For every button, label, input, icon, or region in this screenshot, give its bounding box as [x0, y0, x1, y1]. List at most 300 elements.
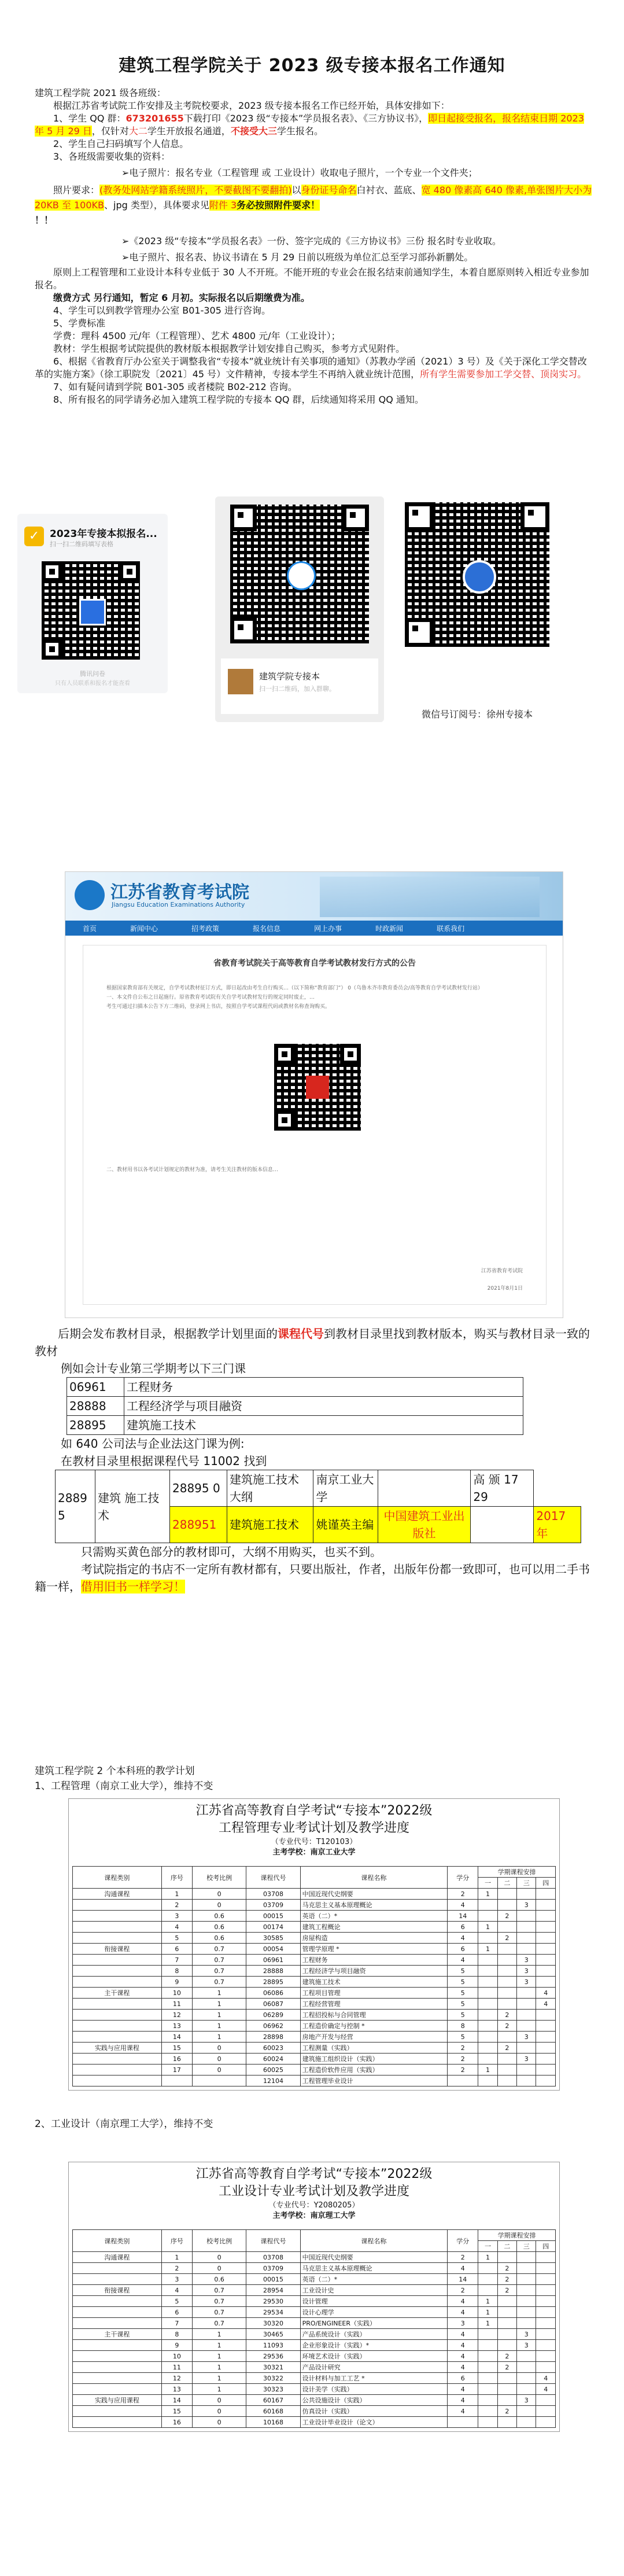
table-row: 288951 建筑施工技术 姚谨英主编 中国建筑工业出版社 2017 年 — [56, 1507, 581, 1543]
table-cell: 13 — [161, 2384, 192, 2395]
table-cell — [536, 1977, 556, 1988]
table-cell: 1 — [192, 2010, 246, 2021]
table-cell — [73, 2351, 162, 2362]
table-cell — [73, 2054, 162, 2065]
table-cell: 30323 — [246, 2384, 300, 2395]
exam-website-screenshot — [65, 871, 563, 1318]
table-cell: 3 — [517, 2395, 536, 2406]
table-cell: 设计材料与加工工艺 * — [300, 2373, 448, 2384]
table-cell — [536, 2010, 556, 2021]
table-cell — [73, 2318, 162, 2329]
textbook-section — [35, 1325, 596, 1595]
table-cell: 2 — [497, 2406, 516, 2417]
plans-intro: 建筑工程学院 2 个本科班的教学计划 1、工程管理（南京工业大学），维持不变 — [35, 1764, 213, 1794]
table-cell: 2 — [497, 2263, 516, 2274]
table-cell: 4 — [536, 2373, 556, 2384]
plan1-table — [72, 1866, 556, 2086]
table-cell: 房屋构造 — [300, 1933, 448, 1944]
table-cell: 1 — [192, 2373, 246, 2384]
table-cell: 4 — [448, 1955, 478, 1966]
table-cell: 2 — [448, 2252, 478, 2263]
table-cell: 5 — [448, 1977, 478, 1988]
item-6: 6、根据《省教育厅办公室关于调整我省“专接本”就业统计有关事项的通知》（苏教办学函（2021）3 号）及《关于深化工学交替改革的实施方案》（徐工职院发〔2021〕45 号）文件精神，专接本学生不再纳入就业统计范围，所有学生需要参加工学交替、顶岗实习。 — [35, 356, 587, 380]
table-cell: 2 — [497, 2274, 516, 2285]
table-cell — [536, 1933, 556, 1944]
plan1-title: 1、工程管理（南京工业大学），维持不变 — [35, 1780, 213, 1792]
table-cell: 03709 — [246, 1900, 300, 1911]
table-cell: 公共设施设计（实践） — [300, 2395, 448, 2406]
table-cell — [517, 2285, 536, 2296]
announcement-date: 2021年8月1日 — [487, 1286, 523, 1291]
tuition: 学费：理科 4500 元/年（工程管理）、艺术 4800 元/年（工业设计）； — [53, 330, 341, 341]
qq-group-card[interactable] — [215, 496, 384, 722]
table-cell: 8 — [161, 1966, 192, 1977]
table-cell: 环境艺术设计（实践） — [300, 2351, 448, 2362]
table-cell: 6 — [161, 1944, 192, 1955]
table-cell: 马克思主义基本原理概论 — [300, 2263, 448, 2274]
table-cell: 设计管理 — [300, 2296, 448, 2307]
group-subtitle: 扫一扫二维码，加入群聊。 — [259, 685, 335, 693]
table-cell — [517, 2043, 536, 2054]
table-cell: 00174 — [246, 1922, 300, 1933]
table-row — [73, 2296, 556, 2307]
course-code: 28888 — [67, 1397, 124, 1416]
table-cell: 14 — [161, 2032, 192, 2043]
table-cell: 0 — [192, 2417, 246, 2428]
table-cell: 1 — [478, 2296, 497, 2307]
table-cell: 1 — [161, 1889, 192, 1900]
intro: 根据江苏省考试院工作安排及主考院校要求，2023 级专接本报名工作已经开始，具体安排如下： — [53, 100, 450, 111]
textbook-explain: 如 640 公司法与企业法这门课为例: — [61, 1437, 245, 1451]
table-cell — [517, 2075, 536, 2086]
announcement-para: 二、教材用书以各考试计划规定的教材为准，请考生关注教材的版本信息… — [106, 1167, 279, 1173]
form-footer-note: 只有人员联系和报名才能查看 — [55, 680, 130, 687]
table-row — [73, 2065, 556, 2075]
table-cell: 1 — [478, 2307, 497, 2318]
announcement-para: 根据国家教育部有关规定，自学考试教材征订方式，即日起改由考生自行购买…（以下简称“教育部门”） 0（乌鲁木齐市教育委员会/高等教育自学考试教材发行站） — [106, 985, 483, 991]
table-cell: 1 — [478, 1944, 497, 1955]
course-name: 工程经济学与项目融资 — [124, 1397, 523, 1416]
table-cell: 03709 — [246, 2263, 300, 2274]
app-logo-icon — [79, 599, 106, 625]
table-cell — [73, 1922, 162, 1933]
table-row — [73, 2406, 556, 2417]
table-cell: 工程财务 — [300, 1955, 448, 1966]
table-row — [73, 1933, 556, 1944]
table-cell — [536, 2252, 556, 2263]
table-cell — [536, 1900, 556, 1911]
table-cell — [478, 1988, 497, 1999]
table-cell: 8 — [161, 2329, 192, 2340]
table-cell: 2 — [161, 2263, 192, 2274]
table-cell — [478, 2043, 497, 2054]
table-cell — [497, 2075, 516, 2086]
table-cell: 4 — [448, 2406, 478, 2417]
sub-photo: ➢电子照片：报名专业（工程管理 或 工业设计）收取电子照片，一个专业一个文件夹； — [121, 167, 478, 178]
catalog-table — [55, 1470, 581, 1543]
table-cell — [73, 2362, 162, 2373]
table-cell — [517, 1922, 536, 1933]
table-cell: 2 — [448, 2043, 478, 2054]
site-nav-item[interactable]: 首页 — [83, 925, 97, 933]
table-cell: 2 — [497, 2010, 516, 2021]
table-cell: 03708 — [246, 2252, 300, 2263]
table-cell — [497, 2065, 516, 2075]
site-nav-item[interactable]: 新闻中心 — [130, 925, 158, 933]
table-row — [73, 2263, 556, 2274]
table-cell — [517, 1999, 536, 2010]
table-cell: 0 — [192, 1889, 246, 1900]
table-cell: 0.6 — [192, 2274, 246, 2285]
qq-group-qr-code — [230, 505, 369, 643]
table-cell: 1 — [478, 1922, 497, 1933]
table-cell — [73, 1999, 162, 2010]
table-cell: 16 — [161, 2417, 192, 2428]
table-cell — [497, 1988, 516, 1999]
table-cell: 1 — [192, 2021, 246, 2032]
table-cell: 企业形象设计（实践）* — [300, 2340, 448, 2351]
site-nav-item[interactable]: 联系我们 — [437, 925, 465, 933]
table-cell: 6 — [448, 1944, 478, 1955]
table-row — [73, 1999, 556, 2010]
table-cell: 00015 — [246, 1911, 300, 1922]
table-cell: 实践与应用课程 — [73, 2395, 162, 2406]
table-cell — [73, 2307, 162, 2318]
table-cell — [517, 2351, 536, 2362]
table-cell: 1 — [478, 1889, 497, 1900]
column-header: 课程名称 — [300, 1867, 448, 1889]
wechat-qr-code[interactable] — [405, 502, 549, 653]
table-row — [73, 2032, 556, 2043]
table-row — [73, 2318, 556, 2329]
table-cell — [517, 1889, 536, 1900]
textbook-explain: 在教材目录里根据课程代号 11002 找到 — [61, 1454, 267, 1468]
table-cell — [536, 2296, 556, 2307]
table-cell — [73, 1966, 162, 1977]
table-cell: 0.7 — [192, 2318, 246, 2329]
table-cell: 16 — [161, 2054, 192, 2065]
course-table — [67, 1377, 523, 1435]
column-header: 校考比例 — [192, 1867, 246, 1889]
table-cell — [497, 1889, 516, 1900]
table-cell: 工程项目管理 — [300, 1988, 448, 1999]
announcement-title: 省教育考试院关于高等教育自学考试教材发行方式的公告 — [213, 959, 416, 968]
table-cell — [497, 2340, 516, 2351]
table-cell: 0 — [192, 2054, 246, 2065]
table-cell: 建筑施工技术 — [300, 1977, 448, 1988]
table-cell: 0.7 — [192, 2285, 246, 2296]
table-cell: 1 — [478, 2065, 497, 2075]
table-cell — [478, 2373, 497, 2384]
table-cell: 建筑工程概论 — [300, 1922, 448, 1933]
checkmark-icon: ✓ — [24, 527, 44, 546]
table-cell: 2 — [497, 2285, 516, 2296]
table-cell — [478, 2021, 497, 2032]
table-cell — [73, 2296, 162, 2307]
table-row — [67, 1416, 523, 1435]
table-cell: 5 — [448, 1999, 478, 2010]
table-cell — [497, 2384, 516, 2395]
table-cell — [536, 2075, 556, 2086]
table-row — [73, 1977, 556, 1988]
table-cell: 3 — [517, 2329, 536, 2340]
site-nav-item[interactable]: 报名信息 — [253, 925, 281, 933]
table-cell: 3 — [517, 1955, 536, 1966]
class-note: 原则上工程管理和工业设计本科专业低于 30 人不开班。不能开班的专业会在报名结束前通知学生，本着自愿原则转入相近专业参加报名。 — [35, 267, 589, 290]
table-cell — [517, 1944, 536, 1955]
table-row — [67, 1378, 523, 1397]
table-cell — [73, 1955, 162, 1966]
table-cell: 06961 — [246, 1955, 300, 1966]
table-cell: 0.7 — [192, 2307, 246, 2318]
table-cell: 0.6 — [192, 1922, 246, 1933]
table-cell: 11 — [161, 2362, 192, 2373]
table-row — [73, 1911, 556, 1922]
table-cell: 1 — [192, 1999, 246, 2010]
site-nav-item[interactable]: 招考政策 — [191, 925, 220, 933]
table-cell — [536, 1966, 556, 1977]
table-cell: 1 — [192, 2362, 246, 2373]
table-cell: 9 — [161, 1977, 192, 1988]
table-cell: 30322 — [246, 2373, 300, 2384]
table-cell — [536, 1944, 556, 1955]
sub-forms: ➢《2023 级“专接本”学员报名表》一份、签字完成的《三方协议书》三份 报名时专业收取。 — [121, 235, 501, 246]
table-cell — [478, 2274, 497, 2285]
table-cell: 30585 — [246, 1933, 300, 1944]
table-cell: 4 — [448, 2296, 478, 2307]
column-header: 学分 — [448, 2230, 478, 2252]
table-cell — [497, 1977, 516, 1988]
table-cell: 4 — [161, 1922, 192, 1933]
table-cell — [73, 2384, 162, 2395]
table-cell: 1 — [478, 2318, 497, 2329]
table-cell: 0.7 — [192, 1955, 246, 1966]
table-cell: 3 — [448, 2318, 478, 2329]
table-cell: 0 — [192, 2406, 246, 2417]
table-cell — [478, 2351, 497, 2362]
plan1-table-image: 江苏省高等教育自学考试“专接本”2022级 工程管理专业考试计划及教学进度 （专业代号：T120103） 主考学校：南京工业大学 课程类别 序号 校考比例 课程代号 课程名称 学分 学期课程安排 一 二 三 四 沟通课程 1 0 03708 中国近现代史纲要 2 1 2 0 03709 马克思主义基本原理概论 4 3 3 0.6 00015 英语（二）* 14 2 4 0.6 00174 建筑工程概论 6 1 5 0.6 30585 房屋构造 4 2 衔接课程 6 0.7 00054 管理学原理 * 6 1 7 0.7 06961 工程财务 4 3 8 0.7 28888 工程经济学与项目融资 5 3 9 0.7 28895 建筑施工技术 5 3 主干课程 10 1 06086 工程项目管理 5 4 11 1 06087 工程经营管理 5 4 12 1 06289 工程招投标与合同管理 5 2 13 1 06962 工程造价确定与控制 * 8 2 14 1 28898 房地产开发与经营 5 3 实践与应用课程 15 0 60023 工程测量（实践） 2 2 16 0 60024 建筑施工组织设计（实践） 2 3 17 0 60025 工程造价软件应用（实践） 2 1 12104 工程管理毕业设计 — [68, 1798, 560, 2091]
table-cell — [478, 1933, 497, 1944]
table-cell: 7 — [161, 2318, 192, 2329]
announcement — [83, 945, 547, 1305]
table-cell — [517, 2065, 536, 2075]
table-cell: 13 — [161, 2021, 192, 2032]
table-cell: 2 — [497, 2362, 516, 2373]
table-cell: 建筑施工组织设计（实践） — [300, 2054, 448, 2065]
table-cell: 11093 — [246, 2340, 300, 2351]
table-cell — [536, 2417, 556, 2428]
table-row — [73, 2285, 556, 2296]
table-cell — [517, 2010, 536, 2021]
table-cell — [478, 2406, 497, 2417]
table-row — [73, 2252, 556, 2263]
table-row — [73, 2417, 556, 2428]
table-cell — [536, 1889, 556, 1900]
table-cell: 12104 — [246, 2075, 300, 2086]
table-cell: 06289 — [246, 2010, 300, 2021]
table-cell: 1 — [478, 2252, 497, 2263]
term-header: 二 — [497, 2241, 516, 2252]
table-cell — [497, 2032, 516, 2043]
form-qr-code — [42, 561, 140, 660]
table-cell: 0.7 — [192, 1977, 246, 1988]
table-row — [73, 2362, 556, 2373]
column-header: 序号 — [161, 1867, 192, 1889]
table-cell: 4 — [448, 2362, 478, 2373]
table-cell — [536, 2054, 556, 2065]
table-cell: 17 — [161, 2065, 192, 2075]
table-cell: 管理学原理 * — [300, 1944, 448, 1955]
column-header: 课程名称 — [300, 2230, 448, 2252]
table-cell: 4 — [448, 2384, 478, 2395]
table-cell — [448, 2417, 478, 2428]
site-nav-item[interactable]: 时政新闻 — [375, 925, 404, 933]
table-row — [73, 2274, 556, 2285]
term-header: 一 — [478, 2241, 497, 2252]
table-row — [73, 2043, 556, 2054]
table-cell — [478, 2010, 497, 2021]
column-header: 课程代号 — [246, 2230, 300, 2252]
table-cell — [73, 2065, 162, 2075]
graduation-cap-icon — [463, 560, 496, 594]
table-cell: 29534 — [246, 2307, 300, 2318]
announcement-para: 一、本文件自公布之日起施行。原省教育考试院有关自学考试教材发行的规定同时废止，… — [106, 995, 315, 1000]
table-row — [73, 2384, 556, 2395]
table-cell: 0 — [192, 2395, 246, 2406]
column-header: 校考比例 — [192, 2230, 246, 2252]
table-cell — [517, 2362, 536, 2373]
table-cell: 3 — [517, 2054, 536, 2065]
table-cell: 5 — [161, 1933, 192, 1944]
table-cell — [536, 1955, 556, 1966]
table-cell: 28888 — [246, 1966, 300, 1977]
column-header: 序号 — [161, 2230, 192, 2252]
table-cell: 3 — [161, 2274, 192, 2285]
table-cell — [517, 2384, 536, 2395]
table-cell: 2 — [497, 2043, 516, 2054]
table-cell: 03708 — [246, 1889, 300, 1900]
table-cell — [497, 2296, 516, 2307]
table-cell — [536, 2285, 556, 2296]
plan2-table — [72, 2229, 556, 2428]
table-row — [73, 2373, 556, 2384]
table-cell: 0.7 — [192, 2296, 246, 2307]
table-cell — [517, 1933, 536, 1944]
table-cell: 00054 — [246, 1944, 300, 1955]
table-cell: 1 — [192, 2351, 246, 2362]
table-cell: 4 — [448, 1900, 478, 1911]
table-cell — [497, 1999, 516, 2010]
table-cell: 衔接课程 — [73, 2285, 162, 2296]
table-cell: 12 — [161, 2010, 192, 2021]
table-cell — [478, 2054, 497, 2065]
column-header: 学期课程安排 — [478, 2230, 556, 2241]
textbook-example: 例如会计专业第三学期考以下三门课 — [61, 1361, 246, 1375]
table-cell: 60025 — [246, 2065, 300, 2075]
form-title: 2023年专接本拟报名... — [50, 528, 157, 540]
table-cell: 6 — [161, 2307, 192, 2318]
term-header: 四 — [536, 2241, 556, 2252]
textbook-note: 考试院指定的书店不一定所有教材都有，只要出版社，作者，出版年份都一致即可，也可以用二手书籍一样，借用旧书一样学习！ — [35, 1562, 590, 1594]
table-cell: 2 — [497, 1911, 516, 1922]
term-header: 四 — [536, 1878, 556, 1889]
form-footer: 腾讯问卷 — [80, 670, 105, 678]
table-cell: 英语（二）* — [300, 1911, 448, 1922]
table-cell — [536, 1911, 556, 1922]
table-cell: 60023 — [246, 2043, 300, 2054]
item-2: 2、学生自己扫码填写个人信息。 — [53, 138, 189, 149]
group-avatar — [228, 669, 253, 694]
table-cell: 2 — [448, 2285, 478, 2296]
site-nav-item[interactable]: 网上办事 — [314, 925, 342, 933]
table-cell: 11 — [161, 1999, 192, 2010]
bookstore-logo-icon — [306, 1076, 329, 1099]
table-cell: 2 — [497, 2021, 516, 2032]
table-row — [73, 1988, 556, 1999]
table-cell: 10 — [161, 1988, 192, 1999]
page-title: 建筑工程学院关于 2023 级专接本报名工作通知 — [119, 56, 505, 76]
table-cell: 0 — [192, 2043, 246, 2054]
table-cell: 6 — [448, 2373, 478, 2384]
form-subtitle: 扫一扫二维码填写表格 — [50, 540, 113, 548]
table-cell — [478, 2032, 497, 2043]
term-header: 三 — [517, 1878, 536, 1889]
column-header: 学期课程安排 — [478, 1867, 556, 1878]
table-cell — [73, 2263, 162, 2274]
table-cell — [478, 2329, 497, 2340]
table-cell: 8 — [448, 2021, 478, 2032]
form-qr-card[interactable] — [17, 514, 168, 693]
table-cell: 0 — [192, 1900, 246, 1911]
column-header: 学分 — [448, 1867, 478, 1889]
table-cell: 4 — [536, 1988, 556, 1999]
course-code: 28895 — [67, 1416, 124, 1435]
table-cell — [73, 1900, 162, 1911]
table-cell: 60024 — [246, 2054, 300, 2065]
table-cell: 5 — [448, 1988, 478, 1999]
table-cell: 马克思主义基本原理概论 — [300, 1900, 448, 1911]
table-row — [73, 1900, 556, 1911]
table-cell — [478, 2395, 497, 2406]
table-cell — [478, 1955, 497, 1966]
plan2-title: 2、工业设计（南京理工大学），维持不变 — [35, 2118, 213, 2130]
table-cell — [536, 1922, 556, 1933]
table-cell — [73, 2417, 162, 2428]
table-row — [73, 1966, 556, 1977]
table-cell — [517, 2373, 536, 2384]
table-cell: 5 — [448, 1966, 478, 1977]
table-cell — [478, 1900, 497, 1911]
term-header: 一 — [478, 1878, 497, 1889]
table-cell — [73, 1977, 162, 1988]
table-cell — [517, 2263, 536, 2274]
table-cell: 1 — [192, 2340, 246, 2351]
table-cell: 06962 — [246, 2021, 300, 2032]
qq-number[interactable]: 673201655 — [125, 113, 184, 124]
table-cell — [73, 2274, 162, 2285]
table-cell: 7 — [161, 1955, 192, 1966]
table-cell: 06087 — [246, 1999, 300, 2010]
course-name: 工程财务 — [124, 1378, 523, 1397]
table-cell: 设计心理学 — [300, 2307, 448, 2318]
column-header: 课程类别 — [73, 1867, 162, 1889]
table-cell: 主干课程 — [73, 1988, 162, 1999]
table-row: 2889 5 建筑 施工技术 28895 0 建筑施工技术 大纲 南京工业大学 高 颁 17 29 — [56, 1470, 581, 1507]
table-cell — [536, 2362, 556, 2373]
table-cell — [536, 2263, 556, 2274]
table-cell — [517, 2296, 536, 2307]
table-cell: 衔接课程 — [73, 1944, 162, 1955]
